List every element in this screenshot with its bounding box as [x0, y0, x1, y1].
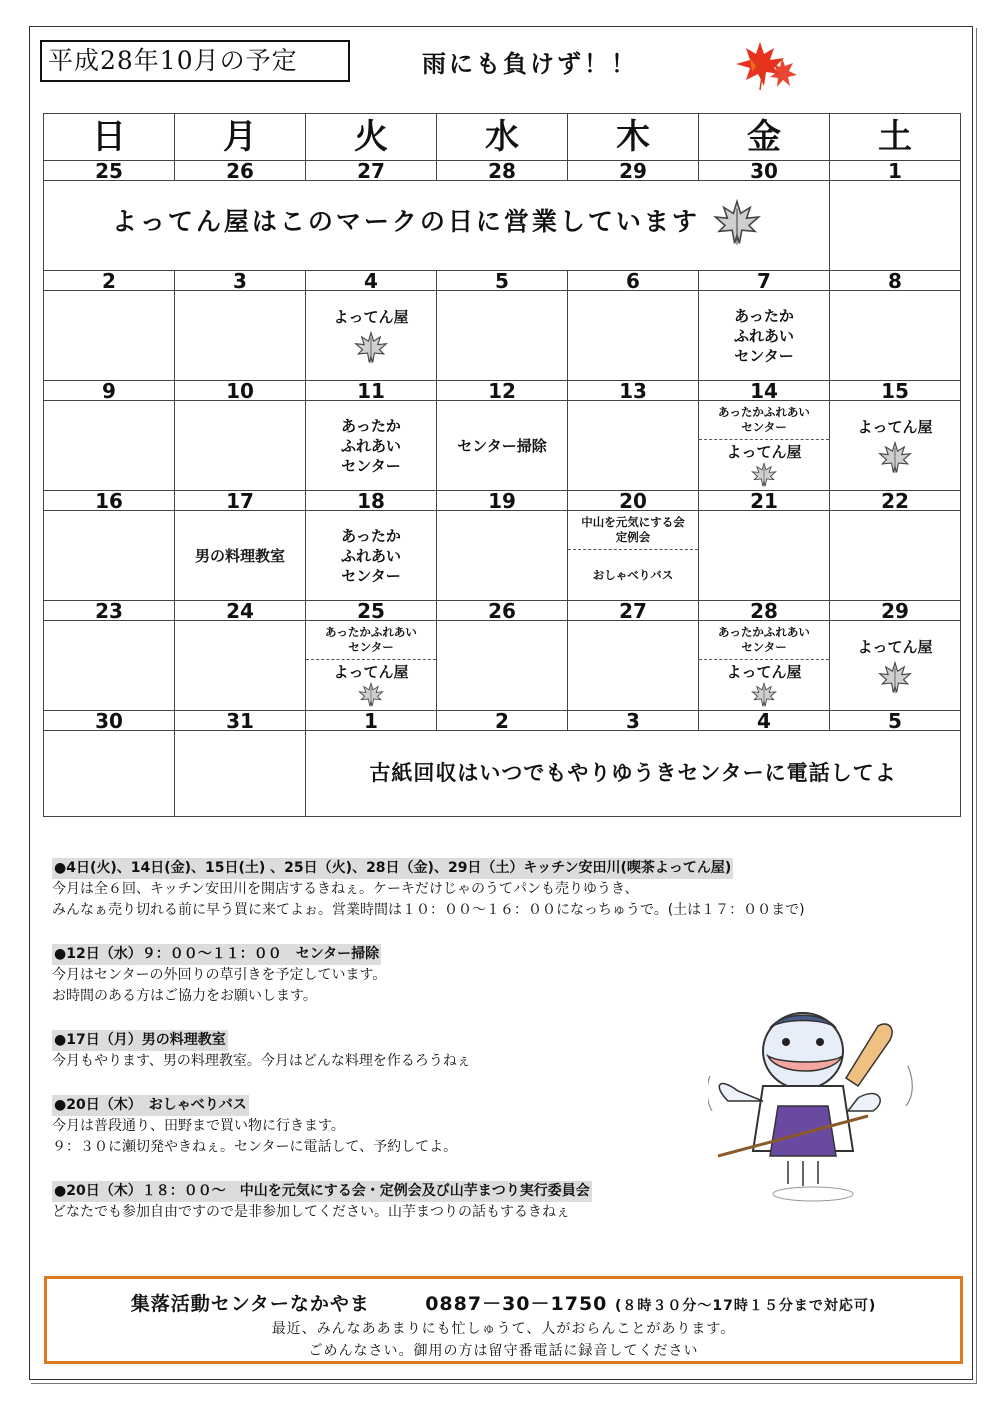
event-cell — [175, 621, 306, 711]
maple-leaf-outline-icon — [713, 199, 761, 247]
event-split-bottom — [568, 550, 698, 600]
event-label: よってん屋 — [726, 443, 802, 462]
event-cell — [830, 621, 961, 711]
event-cell — [568, 401, 699, 491]
date-number: 23 — [44, 601, 175, 621]
event-label: よってん屋 — [857, 637, 933, 656]
date-number: 31 — [175, 711, 306, 731]
date-number: 16 — [44, 491, 175, 511]
event-cell — [44, 511, 175, 601]
date-number: 7 — [699, 271, 830, 291]
event-split-bottom — [699, 660, 829, 710]
event-split-bottom — [699, 440, 829, 490]
date-number: 11 — [306, 381, 437, 401]
note-heading: ●4日(火)、14日(金)、15日(土) 、25日（火)、28日（金)、29日（土）キッチン安田川(喫茶よってん屋) — [52, 858, 733, 879]
event-cell — [437, 621, 568, 711]
event-cell — [44, 621, 175, 711]
calendar-table — [43, 113, 961, 817]
date-row — [44, 601, 961, 621]
date-number: 30 — [699, 161, 830, 181]
maple-leaf-icon — [730, 38, 800, 92]
footer-org: 集落活動センターなかやま — [130, 1293, 370, 1315]
date-number: 30 — [44, 711, 175, 731]
weekday-wed: 水 — [437, 114, 568, 161]
banner-text: よってん屋はこのマークの日に営業しています — [111, 207, 700, 236]
note-line: 今月はセンターの外回りの草引きを予定しています。 — [52, 967, 387, 983]
event-cell — [306, 291, 437, 381]
footer-line3: ごめんなさい。御用の方は留守番電話に録音してください — [308, 1343, 699, 1359]
date-row — [44, 271, 961, 291]
event-split-top: 中山を元気にする会 定例会 — [568, 511, 698, 550]
date-number: 9 — [44, 381, 175, 401]
date-number: 3 — [568, 711, 699, 731]
event-row — [44, 401, 961, 491]
event-label: 男の料理教室 — [194, 546, 285, 565]
date-number: 27 — [306, 161, 437, 181]
event-label: おしゃべりバス — [592, 568, 674, 583]
note-heading: ●20日（木）１８：００～ 中山を元気にする会・定例会及び山芋まつり実行委員会 — [52, 1181, 592, 1202]
event-label: よってん屋 — [333, 663, 409, 682]
note-block — [52, 858, 932, 921]
date-number: 12 — [437, 381, 568, 401]
weekday-header-row — [44, 114, 961, 161]
date-number: 26 — [437, 601, 568, 621]
event-label: よってん屋 — [726, 663, 802, 682]
date-number: 22 — [830, 491, 961, 511]
event-cell — [175, 731, 306, 817]
maple-leaf-outline-icon — [751, 462, 777, 488]
note-line: ９：３０に瀬切発やきねぇ。センターに電話して、予約してよ。 — [52, 1139, 458, 1155]
date-number: 13 — [568, 381, 699, 401]
event-split-top: あったかふれあい センター — [306, 621, 436, 660]
event-cell — [568, 511, 699, 601]
weekday-tue: 火 — [306, 114, 437, 161]
date-number: 29 — [830, 601, 961, 621]
event-cell — [830, 511, 961, 601]
event-label: よってん屋 — [333, 307, 409, 326]
event-label: センター掃除 — [457, 436, 547, 455]
date-number: 10 — [175, 381, 306, 401]
maple-leaf-outline-icon — [358, 682, 384, 708]
date-number: 1 — [830, 161, 961, 181]
event-cell — [437, 291, 568, 381]
weekday-sat: 土 — [830, 114, 961, 161]
maple-leaf-outline-icon — [354, 331, 388, 365]
note-block — [52, 944, 932, 1007]
date-number: 6 — [568, 271, 699, 291]
note-line: お時間のある方はご協力をお願いします。 — [52, 988, 317, 1004]
date-number: 18 — [306, 491, 437, 511]
date-number: 29 — [568, 161, 699, 181]
date-number: 28 — [699, 601, 830, 621]
event-cell — [830, 401, 961, 491]
event-split-bottom — [306, 660, 436, 710]
date-number: 2 — [44, 271, 175, 291]
note-line: どなたでも参加自由ですので是非参加してください。山芋まつりの話もするきねぇ — [52, 1204, 570, 1220]
date-number: 1 — [306, 711, 437, 731]
page-title: 平成28年10月の予定 — [40, 40, 350, 82]
contact-footer — [44, 1276, 963, 1364]
date-row — [44, 161, 961, 181]
event-split-top: あったかふれあい センター — [699, 401, 829, 440]
banner-cell — [306, 731, 961, 817]
date-number: 4 — [306, 271, 437, 291]
note-heading: ●20日（木） おしゃべりバス — [52, 1095, 249, 1116]
date-row — [44, 491, 961, 511]
event-label: よってん屋 — [857, 417, 933, 436]
event-cell — [699, 401, 830, 491]
note-heading: ●17日（月）男の料理教室 — [52, 1030, 228, 1051]
event-cell — [437, 401, 568, 491]
date-number: 5 — [830, 711, 961, 731]
note-heading: ●12日（水）９：００～１１：００ センター掃除 — [52, 944, 381, 965]
date-row — [44, 711, 961, 731]
date-number: 20 — [568, 491, 699, 511]
maple-leaf-outline-icon — [878, 661, 912, 695]
event-cell — [306, 621, 437, 711]
banner-text: 古紙回収はいつでもやりゆうきセンターに電話してよ — [369, 760, 897, 785]
event-label: あったか ふれあい センター — [340, 416, 401, 475]
date-number: 2 — [437, 711, 568, 731]
maple-leaf-outline-icon — [751, 682, 777, 708]
date-number: 28 — [437, 161, 568, 181]
footer-line2: 最近、みんなああまりにも忙しゅうて、人がおらんことがあります。 — [271, 1321, 736, 1337]
date-number: 26 — [175, 161, 306, 181]
headline: 雨にも負けず！！ — [422, 50, 638, 78]
date-number: 24 — [175, 601, 306, 621]
event-label: あったか ふれあい センター — [733, 306, 794, 365]
note-line: みんなぁ売り切れる前に早う買に来てよぉ。営業時間は１０：００～１６：００になっちゅうで。(土は１７：００まで) — [52, 902, 805, 918]
date-number: 3 — [175, 271, 306, 291]
banner-cell — [44, 181, 830, 271]
date-row — [44, 381, 961, 401]
event-row — [44, 511, 961, 601]
event-cell — [44, 731, 175, 817]
event-row — [44, 181, 961, 271]
event-cell — [44, 291, 175, 381]
event-cell — [175, 291, 306, 381]
note-line: 今月は普段通り、田野まで買い物に行きます。 — [52, 1118, 345, 1134]
date-number: 8 — [830, 271, 961, 291]
date-number: 5 — [437, 271, 568, 291]
note-line: 今月は全６回、キッチン安田川を開店するきねぇ。ケーキだけじゃのうてパンも売りゆうき、 — [52, 881, 639, 897]
event-cell — [175, 401, 306, 491]
date-number: 19 — [437, 491, 568, 511]
event-cell — [306, 401, 437, 491]
event-cell — [306, 511, 437, 601]
date-number: 14 — [699, 381, 830, 401]
weekday-mon: 月 — [175, 114, 306, 161]
event-row — [44, 731, 961, 817]
footer-contact-line — [47, 1289, 960, 1316]
event-row — [44, 621, 961, 711]
date-number: 17 — [175, 491, 306, 511]
date-number: 25 — [306, 601, 437, 621]
event-label: あったか ふれあい センター — [340, 526, 401, 585]
event-cell — [830, 291, 961, 381]
event-row — [44, 291, 961, 381]
event-cell — [568, 291, 699, 381]
maple-leaf-outline-icon — [878, 441, 912, 475]
event-cell — [175, 511, 306, 601]
event-cell — [699, 621, 830, 711]
event-cell — [699, 511, 830, 601]
date-number: 25 — [44, 161, 175, 181]
event-cell — [699, 291, 830, 381]
event-cell — [568, 621, 699, 711]
event-cell — [830, 181, 961, 271]
footer-hours: (８時３０分～17時１５分まで対応可) — [615, 1298, 877, 1314]
weekday-sun: 日 — [44, 114, 175, 161]
note-line: 今月もやります、男の料理教室。今月はどんな料理を作るろうねぇ — [52, 1053, 471, 1069]
weekday-thu: 木 — [568, 114, 699, 161]
mascot-illustration — [708, 1006, 918, 1206]
event-cell — [437, 511, 568, 601]
event-cell — [44, 401, 175, 491]
date-number: 21 — [699, 491, 830, 511]
date-number: 15 — [830, 381, 961, 401]
date-number: 27 — [568, 601, 699, 621]
weekday-fri: 金 — [699, 114, 830, 161]
footer-phone: 0887－30－1750 — [425, 1293, 608, 1315]
event-split-top: あったかふれあい センター — [699, 621, 829, 660]
date-number: 4 — [699, 711, 830, 731]
